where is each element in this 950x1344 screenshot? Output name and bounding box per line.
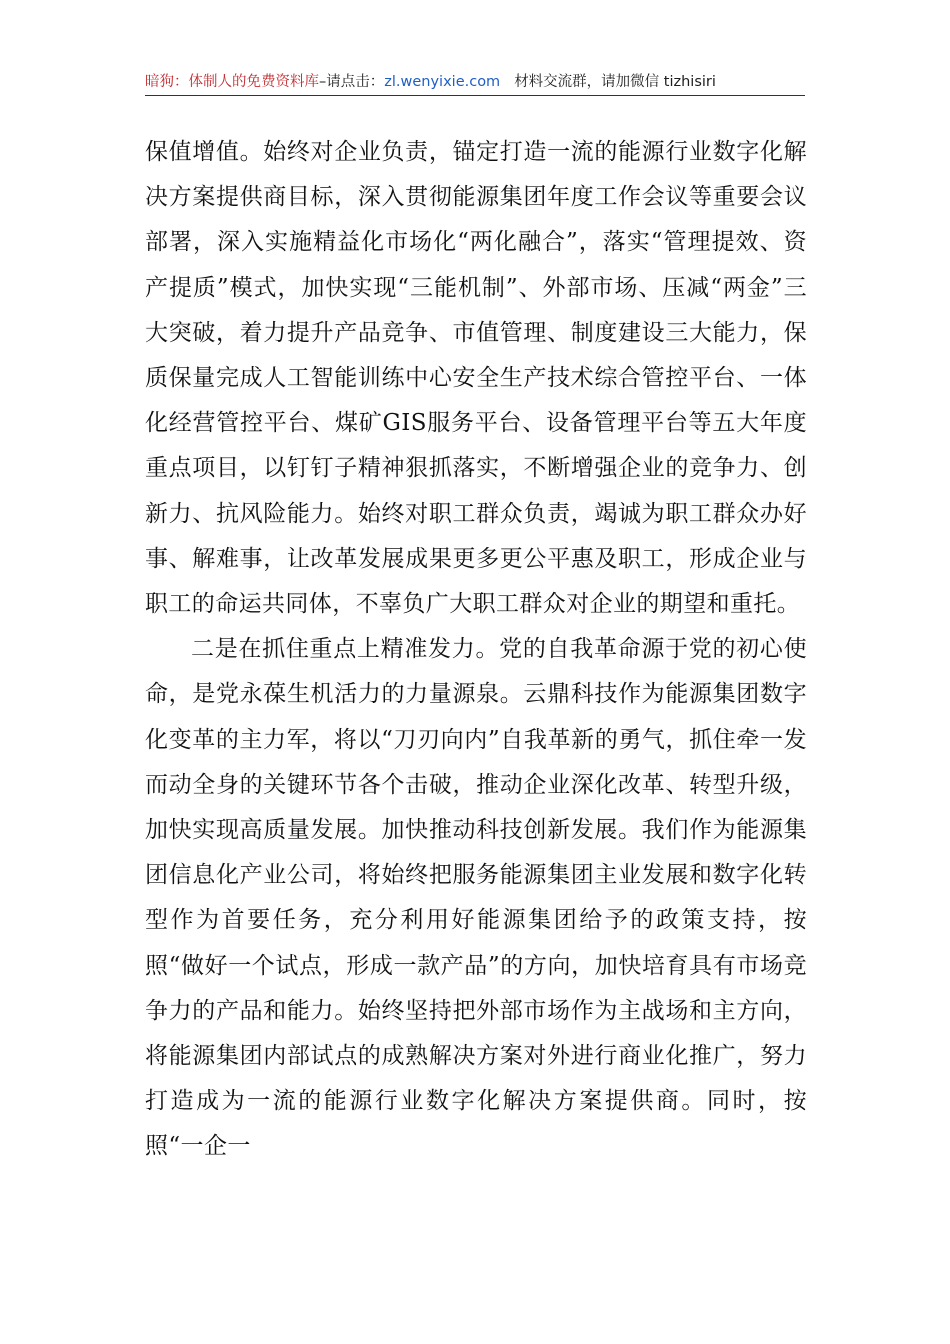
header-contact: 材料交流群，请加微信 tizhisiri	[514, 74, 716, 90]
header-site-name: 暗狗：体制人的免费资料库	[145, 74, 319, 90]
header-link[interactable]: zl.wenyixie.com	[384, 74, 501, 90]
header-rule	[145, 95, 805, 96]
page-header	[145, 70, 805, 94]
body-paragraph-1: 保值增值。始终对企业负责，锚定打造一流的能源行业数字化解决方案提供商目标，深入贯彻能源集团年度工作会议等重要会议部署，深入实施精益化市场化“两化融合”，落实“管理提效、资产提质”模式，加快实现“三能机制”、外部市场、压减“两金”三大突破，着力提升产品竞争、市值管理、制度建设三大能力，保质保量完成人工智能训练中心安全生产技术综合管控平台、一体化经营管控平台、煤矿GIS服务平台、设备管理平台等五大年度重点项目，以钉钉子精神狠抓落实，不断增强企业的竞争力、创新力、抗风险能力。始终对职工群众负责，竭诚为职工群众办好事、解难事，让改革发展成果更多更公平惠及职工，形成企业与职工的命运共同体，不辜负广大职工群众对企业的期望和重托。	[145, 139, 807, 618]
document-body	[145, 130, 807, 1170]
header-separator: –请点击：	[319, 74, 385, 90]
body-paragraph-2: 二是在抓住重点上精准发力。党的自我革命源于党的初心使命，是党永葆生机活力的力量源泉。云鼎科技作为能源集团数字化变革的主力军，将以“刀刃向内”自我革新的勇气，抓住牵一发而动全身的关键环节各个击破，推动企业深化改革、转型升级，加快实现高质量发展。加快推动科技创新发展。我们作为能源集团信息化产业公司，将始终把服务能源集团主业发展和数字化转型作为首要任务，充分利用好能源集团给予的政策支持，按照“做好一个试点，形成一款产品”的方向，加快培育具有市场竞争力的产品和能力。始终坚持把外部市场作为主战场和主方向，将能源集团内部试点的成熟解决方案对外进行商业化推广，努力打造成为一流的能源行业数字化解决方案提供商。同时，按照“一企一	[145, 636, 807, 1160]
